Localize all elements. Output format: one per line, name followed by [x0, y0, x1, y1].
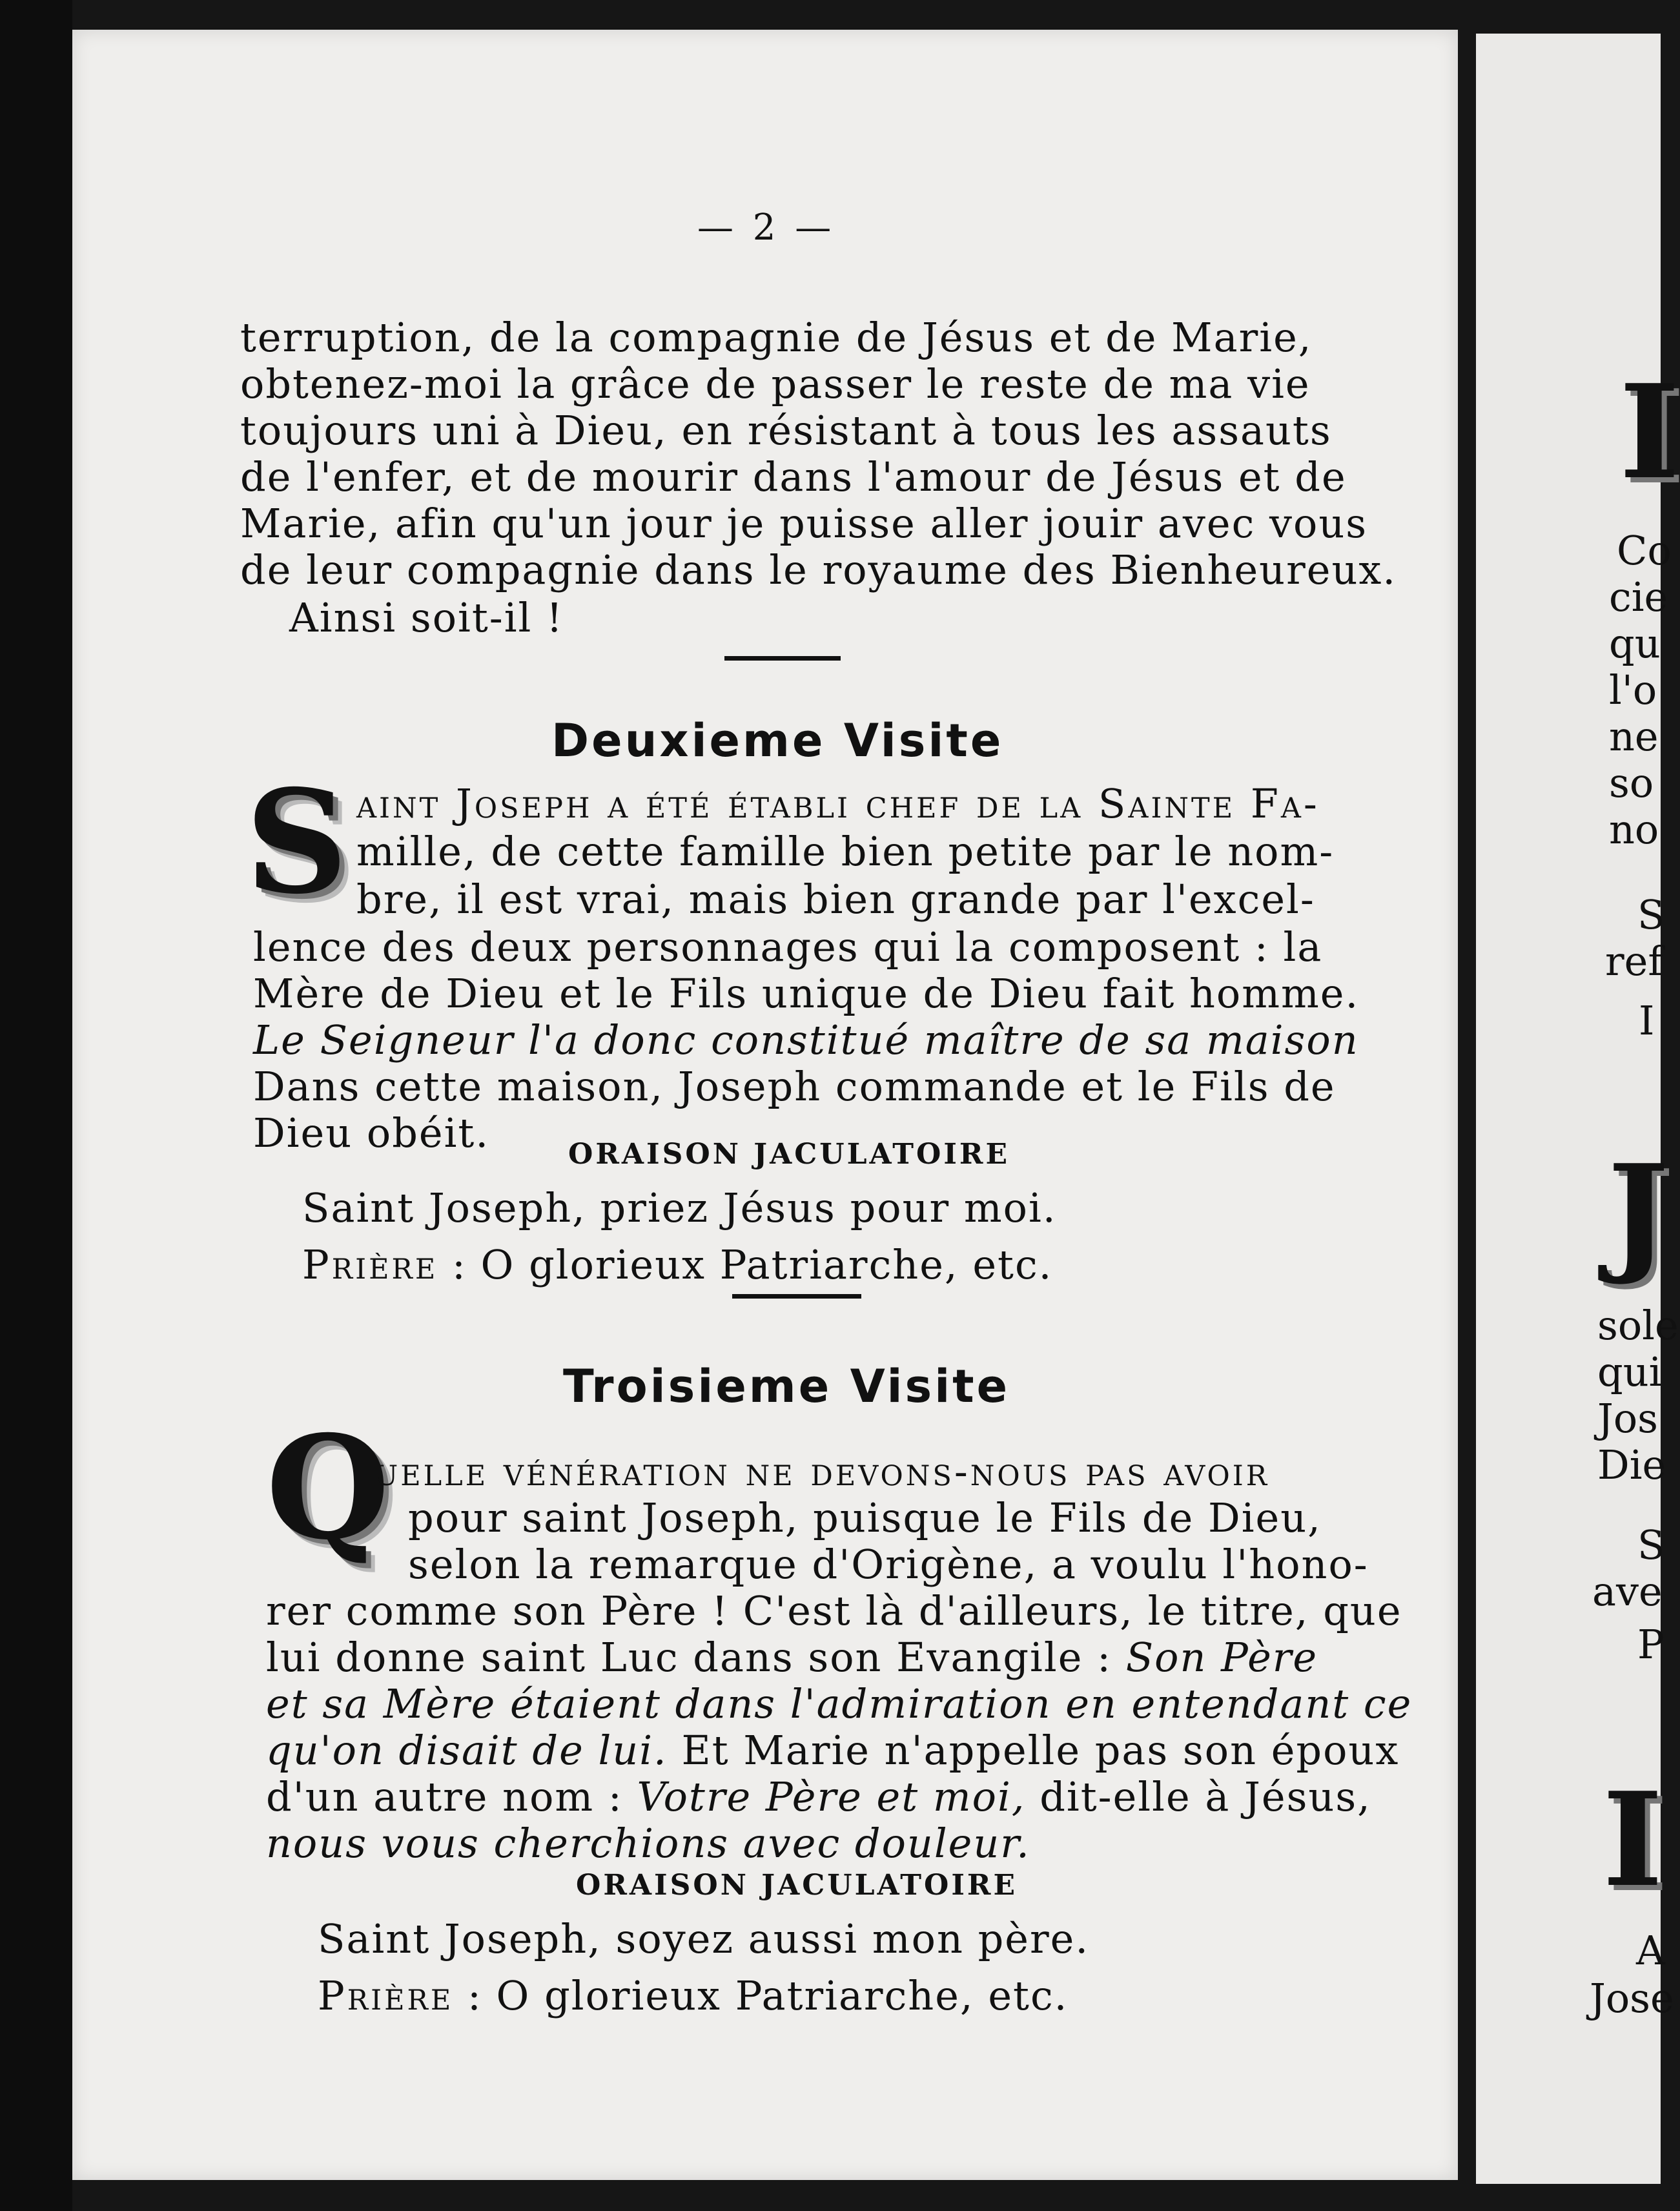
text-fragment: Co — [1617, 527, 1672, 574]
text-line: mille, de cette famille bien petite par le nom- — [356, 828, 1335, 875]
page-number: — 2 — — [697, 207, 835, 249]
text-fragment: P — [1637, 1621, 1665, 1668]
text-fragment: ref — [1605, 938, 1663, 985]
prayer-line: Saint Joseph, soyez aussi mon père. — [318, 1915, 1090, 1962]
text-fragment: l'o — [1609, 666, 1657, 714]
text-span: dit-elle à Jésus, — [1040, 1773, 1371, 1820]
text-fragment: I — [1639, 997, 1655, 1044]
drop-cap: I — [1603, 1764, 1663, 1916]
text-line: terruption, de la compagnie de Jésus et de Marie, — [240, 314, 1313, 361]
section-title: Troisieme Visite — [563, 1360, 1010, 1413]
divider — [732, 1294, 861, 1299]
text-span-italic: Votre Père et moi, — [637, 1773, 1026, 1820]
text-line: selon la remarque d'Origène, a voulu l'hono- — [408, 1541, 1369, 1588]
right-page-fragment — [1476, 34, 1680, 2184]
prayer-line: Saint Joseph, priez Jésus pour moi. — [302, 1184, 1057, 1231]
text-line-italic: et sa Mère étaient dans l'admiration en entendant ce — [266, 1680, 1413, 1727]
text-fragment: S — [1637, 1521, 1665, 1568]
text-fragment: no — [1609, 806, 1659, 853]
drop-cap: J — [1608, 1136, 1669, 1288]
text-span-italic: qu'on disait de lui. — [266, 1727, 668, 1774]
priere-text: : O glorieux Patriarche, etc. — [451, 1241, 1053, 1288]
text-span-italic: Son Père — [1125, 1634, 1318, 1681]
text-fragment: ne — [1609, 713, 1659, 760]
text-line: rer comme son Père ! C'est là d'ailleurs, le titre, que — [266, 1587, 1402, 1634]
text-fragment: A — [1636, 1927, 1665, 1974]
closing-line: Ainsi soit-il ! — [289, 594, 564, 641]
text-span: d'un autre nom : — [266, 1773, 623, 1820]
left-page — [72, 30, 1458, 2180]
section-title: Deuxieme Visite — [551, 714, 1004, 767]
text-fragment: Jose — [1590, 1975, 1674, 2022]
text-fragment: ave — [1592, 1568, 1663, 1615]
text-line: Dieu obéit. — [253, 1109, 490, 1157]
text-span: Et Marie n'appelle pas son époux — [681, 1727, 1400, 1774]
text-line: Mère de Dieu et le Fils unique de Dieu fait homme. — [253, 970, 1360, 1017]
text-line: pour saint Joseph, puisque le Fils de Dieu, — [408, 1494, 1322, 1541]
text-line-italic: nous vous cherchions avec douleur. — [266, 1820, 1030, 1867]
text-fragment: Die — [1597, 1441, 1666, 1488]
text-line: Dans cette maison, Joseph commande et le Fils de — [253, 1063, 1336, 1110]
text-line — [266, 1634, 1318, 1681]
divider — [724, 656, 841, 661]
text-fragment: so — [1609, 759, 1654, 807]
text-fragment: cie — [1609, 573, 1668, 621]
text-line — [266, 1727, 1399, 1774]
text-fragment: S — [1637, 891, 1665, 938]
drop-cap: Q — [266, 1404, 390, 1571]
text-fragment: qu — [1609, 620, 1661, 667]
priere-label: Prière — [318, 1972, 454, 2019]
prayer-heading: ORAISON JACULATOIRE — [568, 1138, 1010, 1171]
priere-label: Prière — [302, 1241, 438, 1288]
drop-cap: S — [245, 758, 348, 925]
text-line — [266, 1773, 1371, 1820]
text-line: uelle vénération ne devons-nous pas avoir — [374, 1448, 1270, 1495]
text-line: toujours uni à Dieu, en résistant à tous les assauts — [240, 407, 1332, 454]
text-line: de leur compagnie dans le royaume des Bienheureux. — [240, 546, 1397, 593]
scan-border — [0, 0, 72, 2211]
text-line: bre, il est vrai, mais bien grande par l'excel- — [356, 876, 1315, 923]
text-fragment: Jos — [1597, 1395, 1658, 1442]
text-line: obtenez-moi la grâce de passer le reste de ma vie — [240, 360, 1311, 407]
prayer-heading: ORAISON JACULATOIRE — [576, 1869, 1018, 1902]
text-line: aint Joseph a été établi chef de la Sainte Fa- — [356, 780, 1320, 827]
priere-line — [318, 1972, 1068, 2019]
priere-text: : O glorieux Patriarche, etc. — [467, 1972, 1069, 2019]
text-fragment: sole — [1597, 1302, 1679, 1349]
text-span: lui donne saint Luc dans son Evangile : — [266, 1634, 1112, 1681]
text-line-italic: Le Seigneur l'a donc constitué maître de sa maison — [253, 1016, 1359, 1064]
text-line: Marie, afin qu'un jour je puisse aller jouir avec vous — [240, 500, 1368, 547]
text-fragment: qui — [1597, 1348, 1662, 1395]
text-line: de l'enfer, et de mourir dans l'amour de Jésus et de — [240, 453, 1347, 500]
text-line: lence des deux personnages qui la composent : la — [253, 923, 1323, 971]
drop-cap: I — [1619, 356, 1680, 508]
priere-line — [302, 1241, 1052, 1288]
